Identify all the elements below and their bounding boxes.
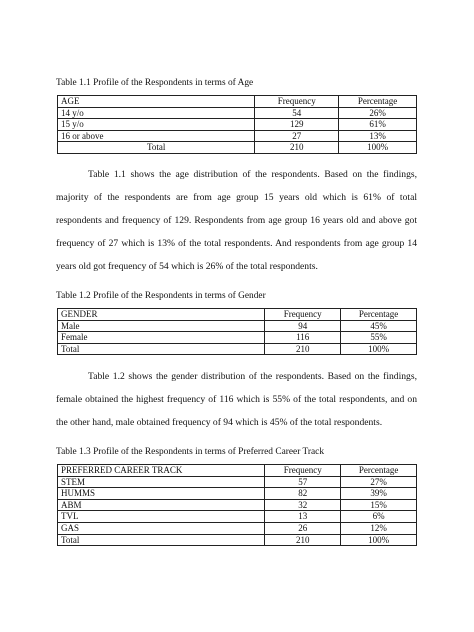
table2-caption: Table 1.2 Profile of the Respondents in terms of Gender: [56, 291, 266, 301]
table-cell: 54: [255, 107, 339, 119]
table-cell: ABM: [58, 499, 265, 511]
table-header-row: [58, 309, 417, 321]
paragraph-age: [56, 163, 417, 278]
table-row: [58, 522, 417, 534]
header-cell: Percentage: [341, 465, 417, 477]
table-cell: Total: [58, 343, 265, 355]
table-cell: 26: [265, 522, 341, 534]
table-cell: 100%: [341, 343, 417, 355]
table-row: [58, 107, 417, 119]
table-row: [58, 511, 417, 523]
table-cell: Total: [58, 142, 255, 154]
table-cell: HUMMS: [58, 488, 265, 500]
table-header-row: [58, 96, 417, 108]
table-cell: 210: [255, 142, 339, 154]
paragraph-gender: [56, 365, 417, 434]
table-cell: 55%: [341, 332, 417, 344]
table-cell: 26%: [339, 107, 417, 119]
table-cell: 14 y/o: [58, 107, 255, 119]
table-cell: 27: [255, 130, 339, 142]
table-total-row: [58, 142, 417, 154]
header-cell: PREFERRED CAREER TRACK: [58, 465, 265, 477]
header-cell: Percentage: [341, 309, 417, 321]
table-cell: 6%: [341, 511, 417, 523]
table-cell: 16 or above: [58, 130, 255, 142]
table-cell: 15%: [341, 499, 417, 511]
table-cell: 61%: [339, 119, 417, 131]
table-cell: 13: [265, 511, 341, 523]
table-cell: 100%: [339, 142, 417, 154]
table-row: [58, 499, 417, 511]
table1-caption: Table 1.1 Profile of the Respondents in terms of Age: [56, 78, 254, 88]
table-total-row: [58, 534, 417, 546]
header-cell: GENDER: [58, 309, 265, 321]
paragraph-text: Table 1.1 shows the age distribution of the respondents. Based on the findings, majority of the respondents are from age group 15 years old which is 61% of total respondents and frequency of 129. Respondents from age group 16 years old and above got frequency of 27 which is 13% of the total respondents. And respondents from age group 14 years old got frequency of 54 which is 26% of the total respondents.: [56, 169, 417, 272]
table-total-row: [58, 343, 417, 355]
paragraph-text: Table 1.2 shows the gender distribution of the respondents. Based on the findings, female obtained the highest frequency of 116 which is 55% of the total respondents, and on the other hand, male obtained frequency of 94 which is 45% of the total respondents.: [56, 371, 417, 428]
table-cell: Female: [58, 332, 265, 344]
table-cell: 82: [265, 488, 341, 500]
header-cell: Frequency: [255, 96, 339, 108]
table-cell: Male: [58, 320, 265, 332]
gender-table: [57, 308, 417, 355]
table-header-row: [58, 465, 417, 477]
table-row: [58, 332, 417, 344]
table-cell: 32: [265, 499, 341, 511]
table-cell: 57: [265, 476, 341, 488]
table-cell: 12%: [341, 522, 417, 534]
header-cell: Percentage: [339, 96, 417, 108]
table-row: [58, 320, 417, 332]
table-row: [58, 476, 417, 488]
header-cell: Frequency: [265, 309, 341, 321]
table-row: [58, 130, 417, 142]
table-row: [58, 119, 417, 131]
table-cell: TVL: [58, 511, 265, 523]
table-cell: 39%: [341, 488, 417, 500]
table-cell: GAS: [58, 522, 265, 534]
table-cell: 116: [265, 332, 341, 344]
table-cell: 210: [265, 343, 341, 355]
table-cell: 13%: [339, 130, 417, 142]
age-table: [57, 95, 417, 154]
table3-caption: Table 1.3 Profile of the Respondents in terms of Preferred Career Track: [56, 447, 325, 457]
table-cell: 45%: [341, 320, 417, 332]
table-cell: 210: [265, 534, 341, 546]
table-cell: STEM: [58, 476, 265, 488]
career-track-table: [57, 464, 417, 546]
table-cell: Total: [58, 534, 265, 546]
header-cell: Frequency: [265, 465, 341, 477]
table-cell: 27%: [341, 476, 417, 488]
table-row: [58, 488, 417, 500]
header-cell: AGE: [58, 96, 255, 108]
table-cell: 94: [265, 320, 341, 332]
table-cell: 129: [255, 119, 339, 131]
table-cell: 15 y/o: [58, 119, 255, 131]
table-cell: 100%: [341, 534, 417, 546]
